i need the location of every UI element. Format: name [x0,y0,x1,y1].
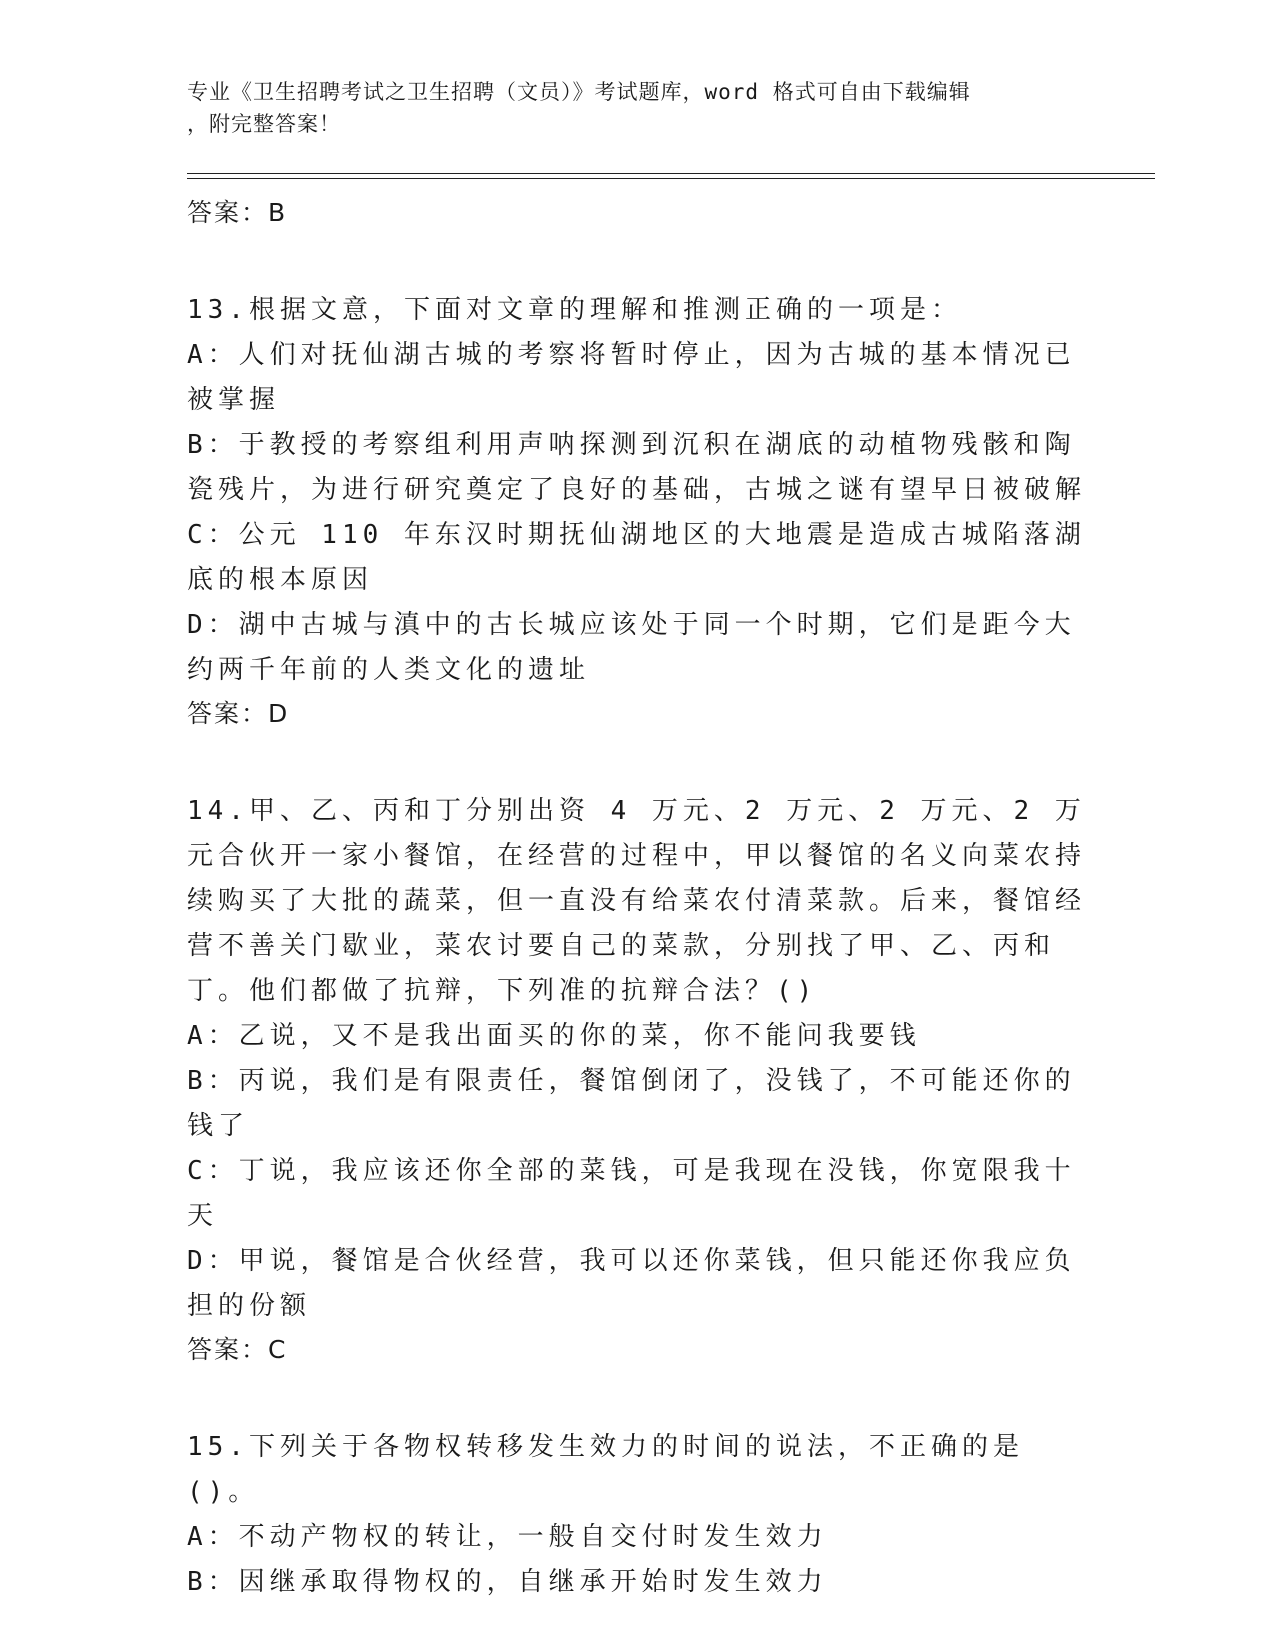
option-c: C：公元 110 年东汉时期抚仙湖地区的大地震是造成古城陷落湖底的根本原因 [187,520,1086,595]
option-a: A：不动产物权的转让，一般自交付时发生效力 [187,1522,828,1552]
option-c: C：丁说，我应该还你全部的菜钱，可是我现在没钱，你宽限我十天 [187,1156,1076,1231]
answer-12: 答案：B [187,198,288,227]
header-rule-bottom [187,178,1155,179]
option-d: D：湖中古城与滇中的古长城应该处于同一个时期，它们是距今大约两千年前的人类文化的遗址 [187,610,1076,685]
option-a: A：人们对抚仙湖古城的考察将暂时停止，因为古城的基本情况已被掌握 [187,340,1076,415]
header-line-1: 专业《卫生招聘考试之卫生招聘（文员）》考试题库，word 格式可自由下载编辑 [187,80,971,104]
header-line-2: ，附完整答案！ [187,112,341,136]
option-a: A：乙说，又不是我出面买的你的菜，你不能问我要钱 [187,1021,921,1051]
question-14 [187,789,1087,1373]
question-stem: 13.根据文意，下面对文章的理解和推测正确的一项是： [187,295,962,325]
option-d: D：甲说，餐馆是合伙经营，我可以还你菜钱，但只能还你我应负担的份额 [187,1246,1076,1321]
question-stem: 15.下列关于各物权转移发生效力的时间的说法，不正确的是()。 [187,1432,1024,1507]
document-body [187,192,1087,1605]
answer-14: 答案：C [187,1335,288,1364]
question-13 [187,288,1087,737]
question-15 [187,1425,1087,1605]
option-b: B：因继承取得物权的，自继承开始时发生效力 [187,1567,828,1597]
option-b: B：于教授的考察组利用声呐探测到沉积在湖底的动植物残骸和陶瓷残片，为进行研究奠定了良好的基础，古城之谜有望早日被破解 [187,430,1087,505]
header-rule-top [187,173,1155,174]
document-header [187,76,1067,140]
answer-13: 答案：D [187,699,290,728]
option-b: B：丙说，我们是有限责任，餐馆倒闭了，没钱了，不可能还你的钱了 [187,1066,1076,1141]
question-stem: 14.甲、乙、丙和丁分别出资 4 万元、2 万元、2 万元、2 万元合伙开一家小餐馆，在经营的过程中，甲以餐馆的名义向菜农持续购买了大批的蔬菜，但一直没有给菜农付清菜款。后来，餐馆经营不善关门歇业，菜农讨要自己的菜款，分别找了甲、乙、丙和丁。他们都做了抗辩，下列准的抗辩合法？() [187,796,1087,1006]
